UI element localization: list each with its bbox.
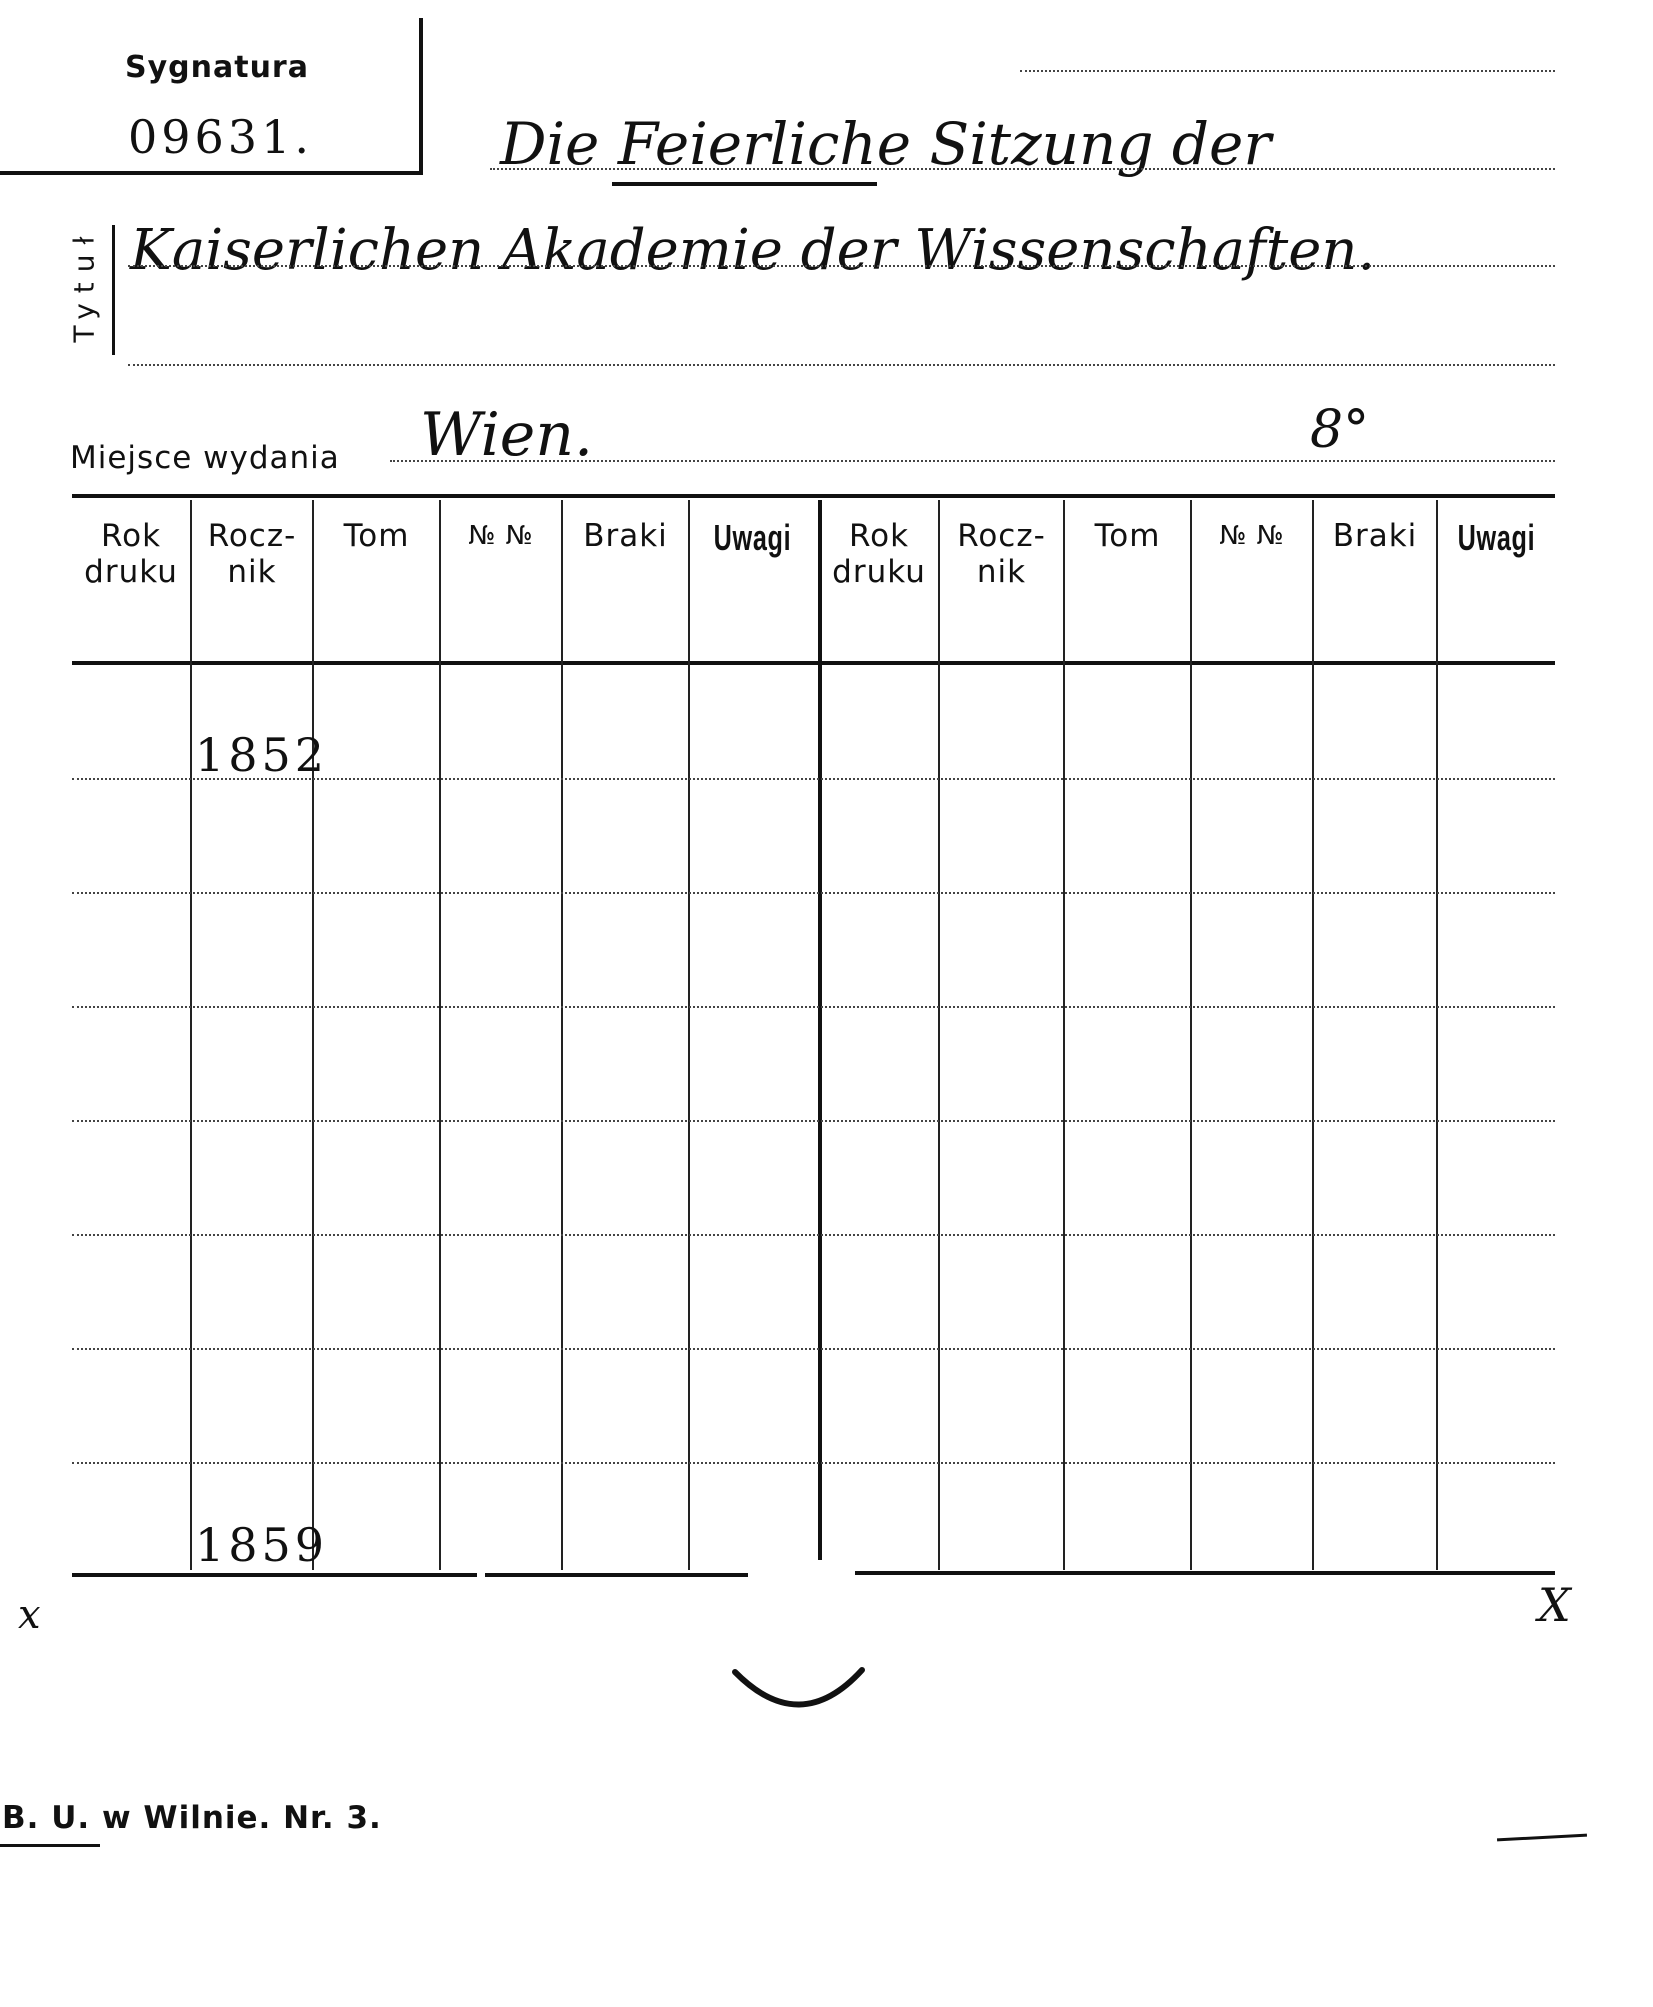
last-year-entry: 1859: [195, 1518, 329, 1572]
header-rocznik-left: Rocz- nik: [207, 518, 297, 590]
header-numery-left: № №: [468, 521, 534, 551]
header-rok-druku-left: Rok druku: [84, 518, 178, 590]
header-braki-right: Braki: [1332, 518, 1418, 554]
header-numery-right: № №: [1219, 521, 1285, 551]
signature-value: 09631.: [128, 110, 313, 164]
left-x-mark: x: [18, 1592, 41, 1638]
place-label: Miejsce wydania: [70, 440, 340, 476]
footer-text: B. U. w Wilnie. Nr. 3.: [2, 1800, 382, 1836]
title-line-2: Kaiserlichen Akademie der Wissenschaften.: [130, 218, 1376, 283]
signature-label: Sygnatura: [125, 50, 309, 85]
first-year-entry: 1852: [195, 728, 329, 782]
title-label: Tytuł: [67, 226, 101, 343]
title-line-1: Die Feierliche Sitzung der: [500, 110, 1272, 178]
footer-underline: [0, 1844, 100, 1847]
header-rok-druku-right: Rok druku: [832, 518, 926, 590]
header-uwagi-left: Uwagi: [713, 517, 792, 558]
right-x-mark: X: [1538, 1578, 1571, 1632]
format-value: 8°: [1310, 400, 1370, 460]
place-value: Wien.: [420, 400, 594, 470]
header-braki-left: Braki: [583, 518, 668, 554]
header-tom-right: Tom: [1094, 518, 1161, 554]
header-uwagi-right: Uwagi: [1457, 517, 1536, 558]
header-rocznik-right: Rocz- nik: [957, 518, 1046, 590]
header-tom-left: Tom: [343, 518, 410, 554]
